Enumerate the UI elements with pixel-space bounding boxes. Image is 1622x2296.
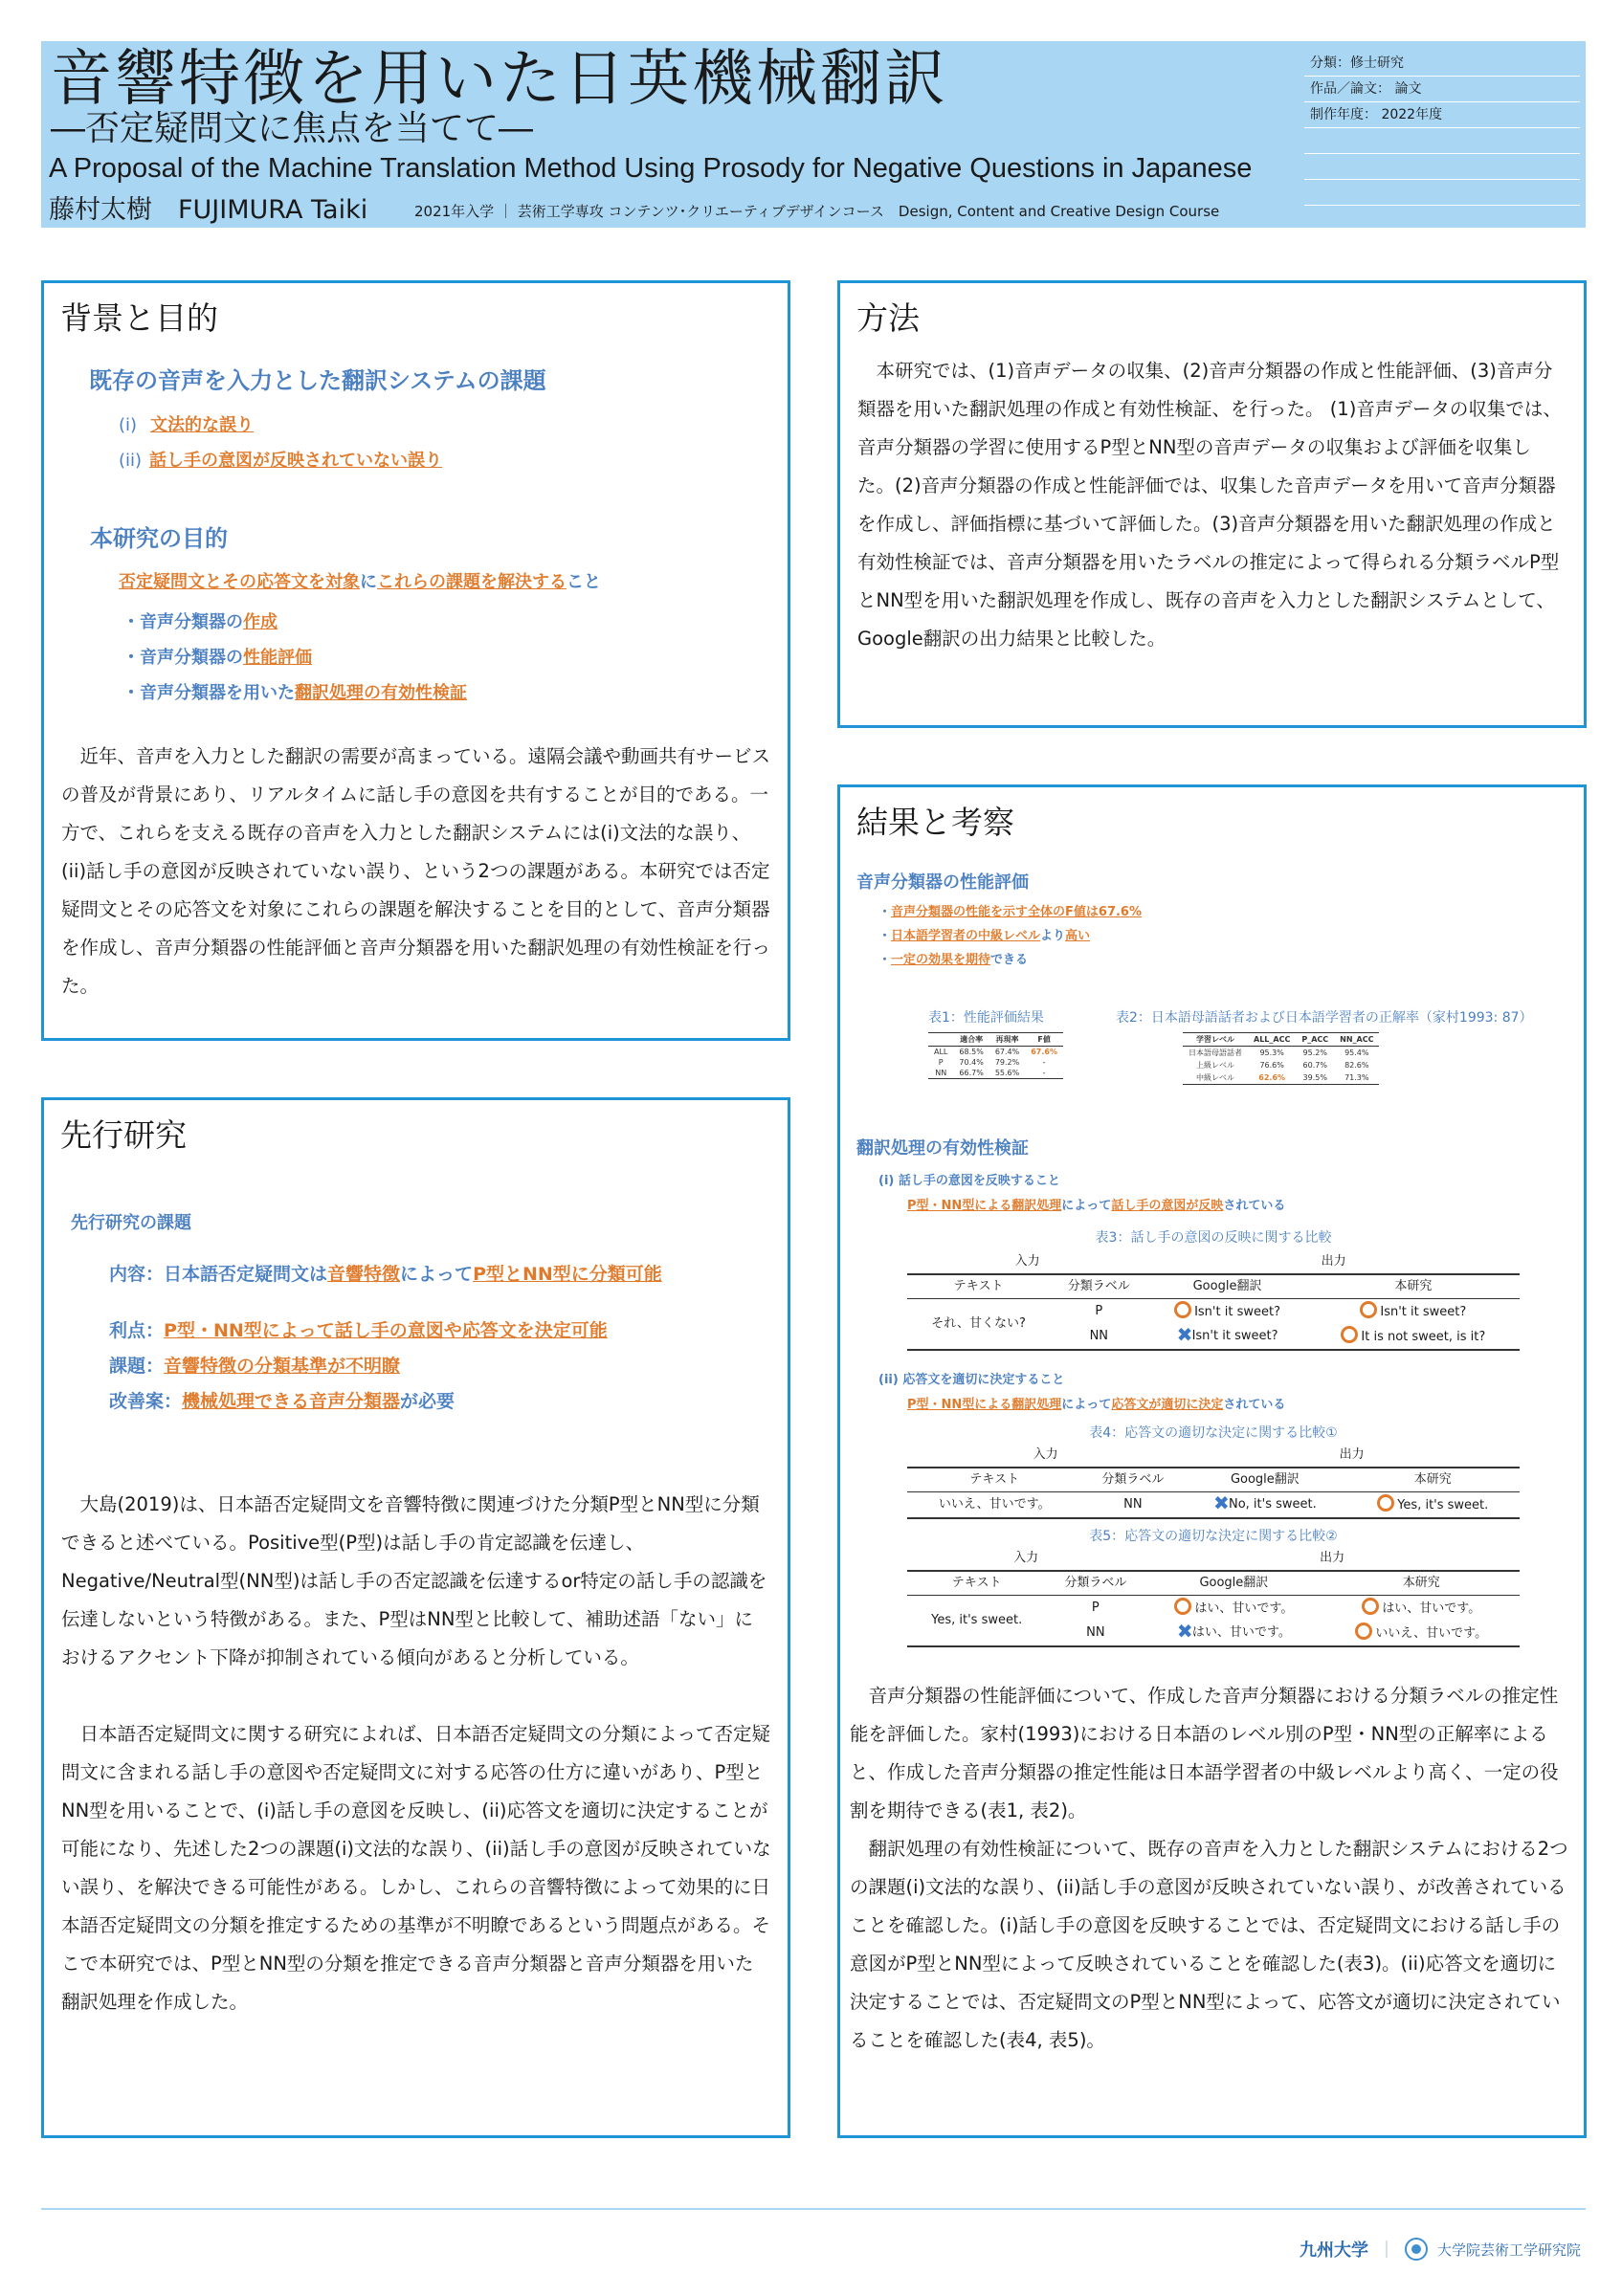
meta-type: 作品／論文： 論文	[1304, 77, 1580, 102]
table-header: テキスト	[907, 1571, 1046, 1596]
table-caption: 表4：応答文の適切な決定に関する比較①	[1089, 1425, 1338, 1441]
issue-1-text: 文法的な誤り	[150, 415, 255, 435]
results-paragraph-2: 翻訳処理の有効性検証について、既存の音声を入力とした翻訳システムにおける2つの課題(i)文法的な誤り、(ii)話し手の意図が反映されていない誤り、が改善されていることを確認した。(i)話し手の意図を反映することでは、否定疑問文における話し手の意図がP型とNN型によって反映されていることを確認した(表3)。(ii)応答文を適切に決定することでは、否定疑問文のP型とNN型によって、応答文が適切に決定されていることを確認した(表4, 表5)。	[850, 1838, 1568, 2051]
row-emphasis: 音響特徴	[327, 1264, 401, 1285]
ours-cell	[1307, 1299, 1520, 1325]
purpose-item-emphasis: 翻訳処理の有効性検証	[295, 683, 467, 703]
ours-output: Yes, it's sweet.	[1397, 1498, 1489, 1512]
table-cell: 39.5%	[1302, 1073, 1327, 1082]
section-title: 結果と考察	[856, 804, 1014, 841]
cross-mark-icon: ✖	[1176, 1323, 1193, 1346]
circle-mark-icon	[1362, 1598, 1379, 1615]
table-header: 分類ラベル	[1081, 1468, 1184, 1492]
subsection-ii-summary	[907, 1396, 1285, 1415]
purpose-item-lead: ・音声分類器を用いた	[122, 683, 295, 703]
poster-title: 音響特徴を用いた日英機械翻訳	[51, 44, 948, 115]
table-header: 適合率	[960, 1035, 984, 1044]
summary-text: されている	[1223, 1398, 1286, 1412]
ours-output: Isn't it sweet?	[1380, 1305, 1467, 1319]
footer-logos	[1300, 2237, 1581, 2262]
prior-issues-heading: 先行研究の課題	[71, 1213, 191, 1233]
table-row	[1183, 1071, 1379, 1085]
finding-item	[878, 924, 1142, 948]
purpose-target: 否定疑問文とその応答文を対象	[119, 572, 360, 592]
table-row	[1183, 1059, 1379, 1071]
label-cell: NN	[1081, 1492, 1184, 1519]
output-group: 出力	[1339, 1447, 1365, 1462]
table-header: NN_ACC	[1340, 1035, 1374, 1044]
summary-emphasis: P型・NN型による翻訳処理	[907, 1199, 1062, 1213]
table-header	[928, 1033, 953, 1047]
google-cell	[1184, 1492, 1345, 1519]
header-band	[41, 41, 1586, 228]
finding-emphasis: 一定の効果を期待	[891, 953, 991, 967]
purpose-list	[122, 605, 467, 711]
section-title: 方法	[856, 299, 920, 337]
table-row	[928, 1057, 1063, 1068]
classifier-eval-heading: 音声分類器の性能評価	[856, 872, 1029, 893]
purpose-item	[122, 605, 467, 640]
cross-mark-icon: ✖	[1176, 1620, 1193, 1643]
purpose-particle: に	[360, 572, 377, 592]
row-text: 日本語否定疑問文は	[164, 1264, 328, 1285]
summary-text: によって	[1061, 1398, 1112, 1412]
purpose-item-emphasis: 作成	[243, 612, 278, 632]
translation-eval-heading: 翻訳処理の有効性検証	[856, 1138, 1029, 1159]
table-header: テキスト	[907, 1274, 1050, 1299]
table-caption: 表5：応答文の適切な決定に関する比較②	[1089, 1529, 1338, 1544]
circle-mark-icon	[1341, 1326, 1358, 1343]
table-cell: 日本語母語話者	[1189, 1049, 1242, 1057]
subsection-i: (i) 話し手の意図を反映すること	[878, 1174, 1060, 1188]
table-cell-highlight: 62.6%	[1258, 1073, 1286, 1082]
purpose-item	[122, 640, 467, 675]
row-label: 課題：	[109, 1356, 165, 1377]
table-cell: 66.7%	[959, 1069, 984, 1077]
table-cell: 95.3%	[1259, 1049, 1284, 1057]
purpose-item-emphasis: 性能評価	[243, 648, 312, 668]
row-text: によって	[400, 1264, 474, 1285]
purpose-item-lead: ・音声分類器の	[122, 648, 243, 668]
finding-emphasis: 高い	[1065, 929, 1091, 943]
input-group: 入力	[1014, 1254, 1040, 1269]
row-label: 改善案：	[109, 1391, 183, 1412]
table-caption: 表1：性能評価結果	[928, 1010, 1044, 1026]
table-header: 本研究	[1322, 1571, 1520, 1596]
row-emphasis: 音響特徴の分類基準が不明瞭	[164, 1356, 401, 1377]
table-cell: P	[938, 1058, 944, 1067]
table-cell: 67.4%	[994, 1048, 1020, 1056]
table-row	[1183, 1047, 1379, 1060]
input-text: いいえ、甘いです。	[907, 1492, 1081, 1519]
performance-table	[928, 1032, 1063, 1079]
issue-2	[119, 448, 442, 475]
method-paragraph: 本研究では、(1)音声データの収集、(2)音声分類器の作成と性能評価、(3)音声分類器を用いた翻訳処理の作成と有効性検証、を行った。 (1)音声データの収集では、音声分類器の学習に使用するP型とNN型の音声データの収集および評価を収集した。(2)音声分類器の作成と性能評価では、収集した音声データを用いて音声分類器を作成し、評価指標に基づいて評価した。(3)音声分類器を用いた翻訳処理の作成と有効性検証では、音声分類器を用いたラベルの推定によって得られる分類ラベルP型とNN型を用いた翻訳処理を作成し、既存の音声を入力とした翻訳システムとして、Google翻訳の出力結果と比較した。	[857, 360, 1562, 650]
results-paragraph-1: 音声分類器の性能評価について、作成した音声分類器における分類ラベルの推定性能を評価した。家村(1993)における日本語のレベル別のP型・NN型の正解率によると、作成した音声分類器の推定性能は日本語学習者の中級レベルより高く、一定の役割を期待できる(表1, 表2)。	[850, 1685, 1559, 1821]
input-text: Yes, it's sweet.	[907, 1596, 1046, 1647]
input-text: それ、甘くない?	[907, 1299, 1050, 1351]
purpose-heading: 本研究の目的	[90, 525, 228, 552]
ours-output: はい、甘いです。	[1382, 1601, 1481, 1616]
prior-merit-row	[109, 1314, 608, 1349]
method-section	[837, 280, 1587, 728]
input-group: 入力	[1033, 1447, 1058, 1462]
google-output: はい、甘いです。	[1194, 1601, 1294, 1616]
table-cell: 79.2%	[994, 1058, 1020, 1067]
table-cell: 上級レベル	[1196, 1061, 1234, 1070]
summary-emphasis: P型・NN型による翻訳処理	[907, 1398, 1062, 1412]
ours-cell	[1307, 1324, 1520, 1350]
table-cell: 95.4%	[1344, 1049, 1369, 1057]
table-header: Google翻訳	[1184, 1468, 1345, 1492]
table-cell: 95.2%	[1302, 1049, 1327, 1057]
prior-paragraph-2: 日本語否定疑問文に関する研究によれば、日本語否定疑問文の分類によって否定疑問文に含まれる話し手の意図や否定疑問文に対する応答の仕方に違いがあり、P型とNN型を用いることで、(i)話し手の意図を反映し、(ii)応答文を適切に決定することが可能になり、先述した2つの課題(i)文法的な誤り、(ii)話し手の意図が反映されていない誤り、を解決できる可能性がある。しかし、これらの音響特徴によって効果的に日本語否定疑問文の分類を推定するための基準が不明瞭であるという問題点がある。そこで本研究では、P型とNN型の分類を推定できる音声分類器と音声分類器を用いた翻訳処理を作成した。	[61, 1723, 771, 2013]
google-output: No, it's sweet.	[1228, 1497, 1317, 1512]
circle-mark-icon	[1360, 1301, 1377, 1318]
table-1	[928, 1007, 1063, 1079]
finding-text: より	[1040, 929, 1066, 943]
table-header: テキスト	[907, 1468, 1081, 1492]
purpose-statement	[119, 568, 601, 597]
ours-output: いいえ、甘いです。	[1375, 1626, 1488, 1641]
table-cell: 70.4%	[959, 1058, 984, 1067]
table-3	[907, 1227, 1520, 1351]
intent-comparison-table	[907, 1250, 1520, 1351]
meta-blank-row	[1304, 128, 1580, 154]
purpose-suffix: こと	[567, 572, 601, 592]
table-caption: 表2：日本語母語話者および日本語学習者の正解率（家村1993: 87）	[1116, 1010, 1533, 1026]
issue-2-number: (ii)	[119, 451, 143, 471]
results-section	[837, 784, 1587, 2138]
issues-heading: 既存の音声を入力とした翻訳システムの課題	[89, 367, 546, 394]
input-group: 入力	[1013, 1551, 1039, 1565]
purpose-item	[122, 675, 467, 711]
table-group-row	[907, 1444, 1520, 1468]
row-emphasis: 機械処理できる音声分類器	[182, 1391, 401, 1412]
issue-1-number: (i)	[119, 415, 138, 435]
table-row	[907, 1299, 1520, 1325]
table-caption: 表3：話し手の意図の反映に関する比較	[1095, 1230, 1332, 1246]
table-header: 本研究	[1346, 1468, 1520, 1492]
google-output: Isn't it sweet?	[1194, 1305, 1280, 1319]
row-label: 利点：	[109, 1320, 165, 1341]
finding-item	[878, 900, 1142, 924]
key-findings	[878, 900, 1142, 972]
prior-content-row	[109, 1260, 662, 1289]
google-output: はい、甘いです。	[1191, 1625, 1291, 1640]
table-header-row	[907, 1468, 1520, 1492]
table-cell: 76.6%	[1259, 1061, 1284, 1070]
google-cell	[1144, 1596, 1322, 1622]
google-output: Isn't it sweet?	[1191, 1329, 1278, 1343]
english-title: A Proposal of the Machine Translation Method Using Prosody for Negative Questions in Japanese	[49, 153, 1253, 184]
label-cell: P	[1095, 1304, 1103, 1318]
circle-mark-icon	[1355, 1623, 1372, 1640]
footer-divider	[41, 2208, 1586, 2210]
table-header: 分類ラベル	[1050, 1274, 1147, 1299]
meta-category: 分類：修士研究	[1304, 51, 1580, 77]
table-group-row	[907, 1250, 1520, 1274]
table-row	[928, 1068, 1063, 1079]
table-cell: -	[1042, 1069, 1046, 1077]
table-cell: -	[1042, 1058, 1046, 1067]
issue-1	[119, 412, 254, 439]
meta-year: 制作年度： 2022年度	[1304, 102, 1580, 128]
table-cell: 71.3%	[1344, 1073, 1369, 1082]
ours-output: It is not sweet, is it?	[1361, 1330, 1486, 1344]
response-comparison-table-2	[907, 1547, 1520, 1647]
table-header: 本研究	[1307, 1274, 1520, 1299]
bullet: ・	[878, 929, 892, 943]
school-name: 大学院芸術工学研究院	[1436, 2241, 1581, 2259]
ours-cell	[1322, 1596, 1520, 1622]
purpose-goal: これらの課題を解決する	[377, 572, 567, 592]
issue-2-text: 話し手の意図が反映されていない誤り	[149, 451, 443, 471]
table-header-row	[907, 1274, 1520, 1299]
table-cell: 60.7%	[1302, 1061, 1327, 1070]
background-paragraph: 近年、音声を入力とした翻訳の需要が高まっている。遠隔会議や動画共有サービスの普及が背景にあり、リアルタイムに話し手の意図を共有することが目的である。一方で、これらを支える既存の音声を入力とした翻訳システムには(i)文法的な誤り、(ii)話し手の意図が反映されていない誤り、という2つの課題がある。本研究では否定疑問文とその応答文を対象にこれらの課題を解決することを目的として、音声分類器を作成し、音声分類器の性能評価と音声分類器を用いた翻訳処理の有効性検証を行った。	[61, 745, 771, 997]
prior-research-section	[41, 1097, 790, 2138]
finding-item	[878, 948, 1142, 972]
affiliation: 2021年入学 ｜ 芸術工学専攻 コンテンツ･クリエーティブデザインコース Design, Content and Creative Design Course	[414, 203, 1220, 220]
bullet: ・	[878, 953, 892, 967]
table-header: 分類ラベル	[1046, 1571, 1144, 1596]
table-header: 学習レベル	[1196, 1035, 1234, 1044]
table-header: F値	[1037, 1035, 1051, 1044]
table-row	[907, 1492, 1520, 1519]
label-cell: NN	[1046, 1621, 1144, 1646]
prior-points	[109, 1314, 608, 1420]
table-cell: ALL	[934, 1048, 948, 1056]
background-section	[41, 280, 790, 1041]
google-cell	[1144, 1621, 1322, 1646]
author-name: 藤村太樹 FUJIMURA Taiki	[49, 195, 368, 225]
google-cell	[1147, 1299, 1306, 1325]
bullet: ・	[878, 905, 892, 919]
label-cell: P	[1091, 1601, 1100, 1615]
school-logo-icon	[1405, 2238, 1428, 2261]
table-cell: 55.6%	[994, 1069, 1020, 1077]
row-label: 内容：	[109, 1264, 165, 1285]
table-header: Google翻訳	[1144, 1571, 1322, 1596]
table-header: ALL_ACC	[1254, 1035, 1291, 1044]
table-cell: 中級レベル	[1196, 1073, 1234, 1082]
table-header: P_ACC	[1301, 1035, 1329, 1044]
google-cell	[1147, 1324, 1306, 1350]
table-cell-highlight: 67.6%	[1031, 1048, 1057, 1056]
label-cell: NN	[1050, 1324, 1147, 1350]
table-cell: 82.6%	[1344, 1061, 1369, 1070]
response-comparison-table-1	[907, 1444, 1520, 1519]
table-5	[907, 1526, 1520, 1647]
university-name: 九州大学	[1299, 2241, 1368, 2261]
circle-mark-icon	[1377, 1494, 1394, 1512]
table-header: 再現率	[995, 1035, 1019, 1044]
finding-emphasis: 音声分類器の性能を示す全体のF値は67.6%	[891, 905, 1142, 919]
table-header: Google翻訳	[1147, 1274, 1306, 1299]
prior-paragraph-1: 大島(2019)は、日本語否定疑問文を音響特徴に関連づけた分類P型とNN型に分類できると述べている。Positive型(P型)は話し手の肯定認識を伝達し、Negative/Neutral型(NN型)は話し手の否定認識を伝達するor特定の話し手の認識を伝達しないという特徴がある。また、P型はNN型と比較して、補助述語「ない」におけるアクセント下降が抑制されている傾向があると分析している。	[61, 1493, 767, 1668]
meta-panel	[1304, 51, 1580, 206]
purpose-item-lead: ・音声分類器の	[122, 612, 243, 632]
ours-cell	[1322, 1621, 1520, 1646]
ours-cell	[1346, 1492, 1520, 1519]
finding-emphasis: 日本語学習者の中級レベル	[891, 929, 1041, 943]
subsection-ii: (ii) 応答文を適切に決定すること	[878, 1373, 1065, 1387]
circle-mark-icon	[1174, 1301, 1191, 1318]
subsection-i-summary	[907, 1197, 1285, 1216]
table-header-row	[907, 1571, 1520, 1596]
table-cell: NN	[935, 1069, 947, 1077]
summary-emphasis: 話し手の意図が反映	[1111, 1199, 1224, 1213]
prior-proposal-row	[109, 1384, 608, 1420]
poster-subtitle: ―否定疑問文に焦点を当てて―	[51, 109, 534, 148]
table-4	[907, 1423, 1520, 1519]
footer-separator: ｜	[1377, 2241, 1395, 2261]
section-title: 先行研究	[60, 1116, 187, 1154]
meta-blank-row	[1304, 180, 1580, 206]
summary-text: されている	[1223, 1199, 1286, 1213]
output-group: 出力	[1320, 1551, 1345, 1565]
circle-mark-icon	[1174, 1598, 1191, 1615]
section-title: 背景と目的	[60, 299, 218, 337]
accuracy-table	[1183, 1032, 1379, 1085]
table-2	[1116, 1007, 1533, 1085]
summary-text: によって	[1061, 1199, 1112, 1213]
table-row	[928, 1047, 1063, 1058]
meta-blank-row	[1304, 154, 1580, 180]
finding-text: できる	[990, 953, 1029, 967]
table-cell: 68.5%	[959, 1048, 984, 1056]
row-emphasis: P型・NN型によって話し手の意図や応答文を決定可能	[164, 1320, 608, 1341]
table-group-row	[907, 1547, 1520, 1571]
table-row	[907, 1596, 1520, 1622]
output-group: 出力	[1321, 1254, 1346, 1269]
row-emphasis: P型とNN型に分類可能	[473, 1264, 662, 1285]
row-text: が必要	[400, 1391, 455, 1412]
cross-mark-icon: ✖	[1212, 1491, 1230, 1514]
summary-emphasis: 応答文が適切に決定	[1111, 1398, 1224, 1412]
prior-problem-row	[109, 1349, 608, 1384]
